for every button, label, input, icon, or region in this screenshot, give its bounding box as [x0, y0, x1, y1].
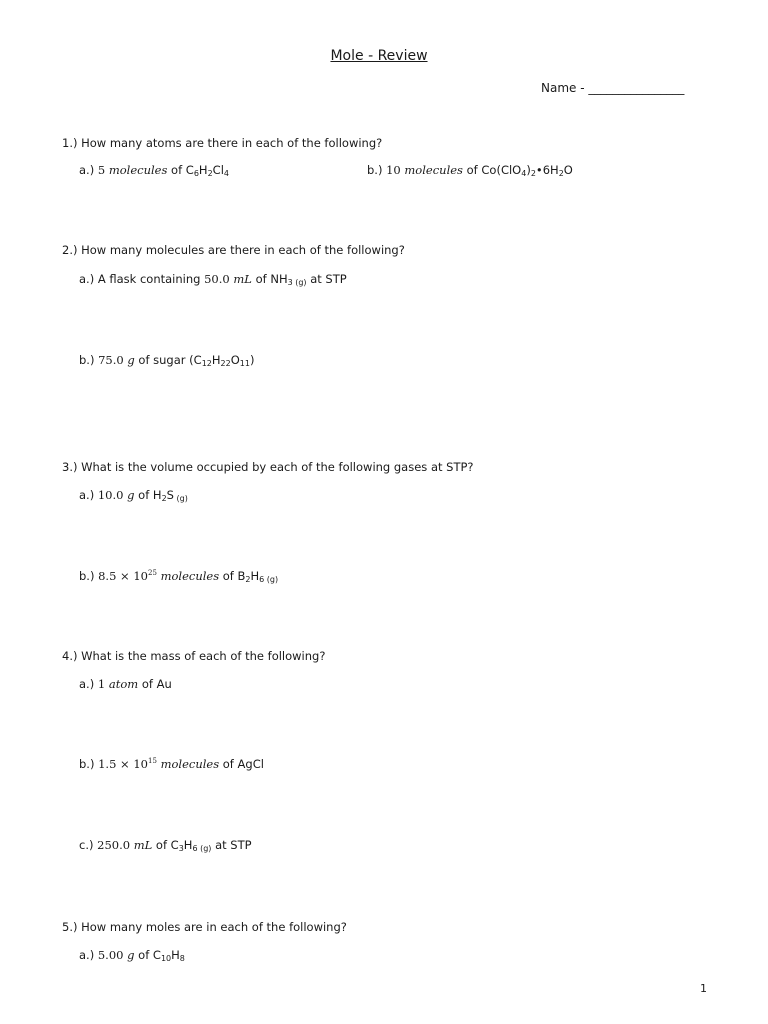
name-field-label: Name - ________________ — [541, 81, 685, 95]
of-text: of — [222, 757, 234, 771]
of-text: of — [255, 272, 267, 286]
amount: 1 — [97, 677, 106, 691]
amount-exponent: 25 — [147, 569, 157, 577]
amount: 75.0 — [98, 353, 124, 367]
amount: 5.00 — [97, 948, 124, 962]
part-label: b.) — [367, 163, 383, 177]
formula: $B_2H_6$ $_{(g)}$ — [237, 569, 279, 584]
question-2-stem: 2.) How many molecules are there in each of the following? — [62, 243, 405, 257]
question-1-stem: 1.) How many atoms are there in each of the following? — [62, 136, 383, 150]
formula: $(C_{12}H_{22}O_{11})$ — [189, 353, 255, 368]
unit: g — [127, 948, 135, 962]
amount-base: 1.5 × 10 — [98, 757, 148, 771]
amount: 5 — [97, 163, 106, 177]
part-label: b.) — [79, 569, 95, 583]
page-title: Mole - Review — [330, 48, 428, 64]
question-5-part-a — [79, 948, 185, 962]
part-label: a.) — [79, 163, 95, 177]
of-text: of — [222, 569, 234, 583]
of-text: of — [138, 948, 150, 962]
question-4-stem: 4.) What is the mass of each of the following? — [62, 649, 326, 663]
part-label: a.) — [79, 272, 95, 286]
pre-text: A flask containing — [97, 272, 201, 286]
part-label: a.) — [79, 677, 95, 691]
unit: molecules — [160, 569, 220, 583]
question-4-part-c — [79, 838, 252, 852]
question-1-part-b — [367, 163, 573, 177]
question-2-part-b — [79, 353, 254, 367]
of-text: of — [155, 838, 168, 852]
page-number: 1 — [700, 982, 707, 995]
question-4-part-b — [79, 757, 264, 771]
part-label: c.) — [79, 838, 94, 852]
question-3-part-a — [79, 488, 188, 502]
amount: 250.0 — [97, 838, 131, 852]
question-4-part-a — [79, 677, 172, 691]
unit: atom — [108, 677, 139, 691]
amount-base: 8.5 × 10 — [98, 569, 148, 583]
unit: molecules — [108, 163, 168, 177]
of-text: of sugar — [138, 353, 186, 367]
question-2-part-a — [79, 272, 347, 286]
post-text: at STP — [215, 838, 252, 852]
part-label: a.) — [79, 488, 95, 502]
part-label: b.) — [79, 353, 95, 367]
formula: $NH_3$ $_{(g)}$ — [270, 272, 307, 287]
amount: 10.0 — [97, 488, 124, 502]
unit: g — [127, 488, 135, 502]
question-5-stem: 5.) How many moles are in each of the following? — [62, 920, 347, 934]
amount: 50.0 — [204, 272, 230, 286]
amount-exponent: 15 — [147, 757, 157, 765]
unit: mL — [233, 272, 252, 286]
amount: 10 — [386, 163, 401, 177]
question-1-part-a — [79, 163, 229, 177]
of-text: of — [171, 163, 183, 177]
formula: $C_6H_2Cl_4$ — [185, 163, 229, 178]
amount — [98, 757, 157, 771]
formula: $C_{10}H_8$ — [152, 948, 185, 963]
part-label: b.) — [79, 757, 95, 771]
of-text: of — [138, 488, 150, 502]
part-label: a.) — [79, 948, 95, 962]
of-text: of — [141, 677, 153, 691]
unit: mL — [133, 838, 153, 852]
unit: molecules — [160, 757, 220, 771]
unit: g — [127, 353, 135, 367]
formula: $C_3H_6$ $_{(g)}$ — [170, 838, 212, 853]
unit: molecules — [404, 163, 463, 177]
formula: Au — [156, 677, 172, 691]
formula: $Co(ClO_4)_2•6H_2O$ — [481, 163, 573, 178]
question-3-stem: 3.) What is the volume occupied by each of the following gases at STP? — [62, 460, 474, 474]
formula: AgCl — [237, 757, 264, 771]
amount — [98, 569, 157, 583]
formula: $H_2S$ $_{(g)}$ — [152, 488, 188, 503]
of-text: of — [466, 163, 478, 177]
post-text: at STP — [310, 272, 347, 286]
question-3-part-b — [79, 569, 278, 583]
